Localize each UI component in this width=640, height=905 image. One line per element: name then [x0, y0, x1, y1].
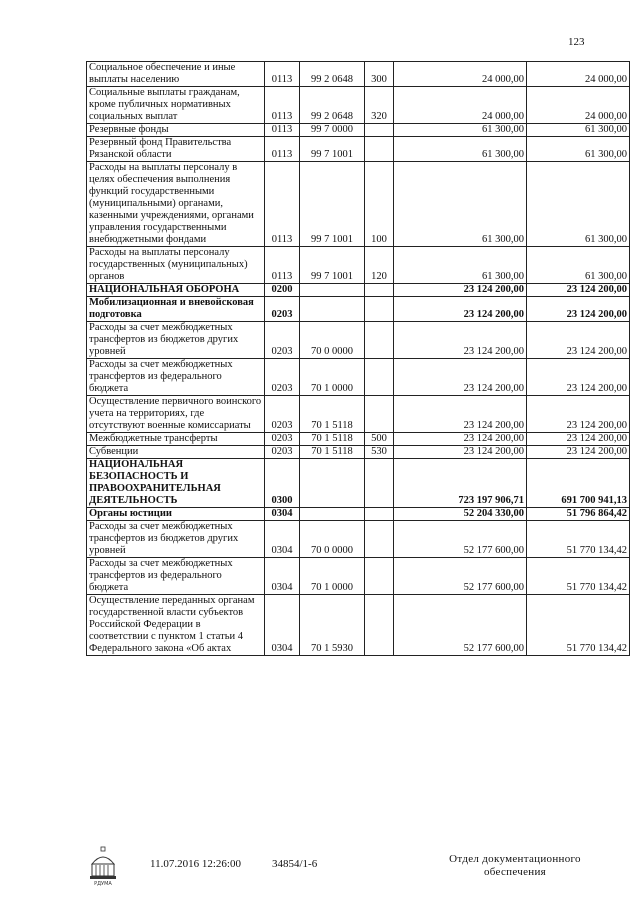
- row-section-code: 0304: [265, 508, 300, 521]
- row-section-code: 0200: [265, 284, 300, 297]
- table-row: [87, 595, 630, 656]
- row-section-code: 0113: [265, 87, 300, 124]
- row-section-code: 0203: [265, 396, 300, 433]
- row-amount-1: 52 204 330,00: [394, 508, 527, 521]
- row-amount-2: 24 000,00: [527, 62, 630, 87]
- row-amount-2: 23 124 200,00: [527, 396, 630, 433]
- row-target-article: 70 1 0000: [300, 558, 365, 595]
- row-amount-2: 23 124 200,00: [527, 284, 630, 297]
- row-amount-1: 23 124 200,00: [394, 359, 527, 396]
- row-expense-type: [365, 595, 394, 656]
- row-target-article: 70 1 5118: [300, 446, 365, 459]
- row-section-code: 0304: [265, 558, 300, 595]
- footer-department: Отдел документационного обеспечения: [449, 853, 581, 878]
- row-amount-1: 23 124 200,00: [394, 297, 527, 322]
- row-amount-1: 52 177 600,00: [394, 595, 527, 656]
- row-expense-type: 320: [365, 87, 394, 124]
- row-amount-2: 61 300,00: [527, 162, 630, 247]
- row-name: Резервный фонд Правительства Рязанской области: [87, 137, 265, 162]
- row-name: Межбюджетные трансферты: [87, 433, 265, 446]
- row-expense-type: [365, 558, 394, 595]
- row-amount-2: 23 124 200,00: [527, 297, 630, 322]
- row-amount-1: 61 300,00: [394, 124, 527, 137]
- table-row: [87, 558, 630, 595]
- row-expense-type: [365, 284, 394, 297]
- row-name: Резервные фонды: [87, 124, 265, 137]
- row-target-article: 99 7 1001: [300, 162, 365, 247]
- row-amount-2: 691 700 941,13: [527, 459, 630, 508]
- row-amount-1: 23 124 200,00: [394, 322, 527, 359]
- row-section-code: 0304: [265, 521, 300, 558]
- table-row: [87, 359, 630, 396]
- row-section-code: 0304: [265, 595, 300, 656]
- table-row: [87, 433, 630, 446]
- row-name: Расходы за счет межбюджетных трансфертов из бюджетов других уровней: [87, 521, 265, 558]
- row-section-code: 0113: [265, 247, 300, 284]
- row-expense-type: [365, 137, 394, 162]
- row-target-article: 99 2 0648: [300, 62, 365, 87]
- row-amount-2: 51 770 134,42: [527, 595, 630, 656]
- row-name: Социальное обеспечение и иные выплаты населению: [87, 62, 265, 87]
- row-amount-1: 61 300,00: [394, 247, 527, 284]
- row-name: НАЦИОНАЛЬНАЯ ОБОРОНА: [87, 284, 265, 297]
- row-name: Органы юстиции: [87, 508, 265, 521]
- table-body: [87, 62, 630, 656]
- budget-table: [86, 61, 630, 656]
- row-target-article: 70 0 0000: [300, 521, 365, 558]
- row-name: Субвенции: [87, 446, 265, 459]
- row-target-article: 70 1 5118: [300, 433, 365, 446]
- table-row: [87, 508, 630, 521]
- row-amount-2: 23 124 200,00: [527, 446, 630, 459]
- table-row: [87, 521, 630, 558]
- row-expense-type: 120: [365, 247, 394, 284]
- table-row: [87, 124, 630, 137]
- row-target-article: [300, 284, 365, 297]
- row-expense-type: [365, 396, 394, 433]
- row-name: Расходы за счет межбюджетных трансфертов из федерального бюджета: [87, 558, 265, 595]
- row-target-article: 70 1 0000: [300, 359, 365, 396]
- table-row: [87, 297, 630, 322]
- row-amount-2: 24 000,00: [527, 87, 630, 124]
- row-section-code: 0113: [265, 124, 300, 137]
- row-name: Осуществление переданных органам государственной власти субъектов Российской Федерации в соответствии с пунктом 1 статьи 4 Федерального закона «Об актах: [87, 595, 265, 656]
- row-target-article: 99 2 0648: [300, 87, 365, 124]
- row-expense-type: [365, 521, 394, 558]
- row-target-article: 70 1 5118: [300, 396, 365, 433]
- page-number: 123: [568, 36, 585, 48]
- row-section-code: 0203: [265, 446, 300, 459]
- row-name: Мобилизационная и вневойсковая подготовка: [87, 297, 265, 322]
- table-row: [87, 322, 630, 359]
- row-amount-1: 23 124 200,00: [394, 284, 527, 297]
- row-name: Расходы за счет межбюджетных трансфертов из федерального бюджета: [87, 359, 265, 396]
- row-amount-2: 61 300,00: [527, 247, 630, 284]
- table-row: [87, 459, 630, 508]
- row-expense-type: [365, 459, 394, 508]
- footer-datetime: 11.07.2016 12:26:00: [150, 858, 241, 870]
- row-expense-type: [365, 124, 394, 137]
- row-target-article: [300, 297, 365, 322]
- row-expense-type: 530: [365, 446, 394, 459]
- row-amount-2: 51 770 134,42: [527, 521, 630, 558]
- table-row: [87, 87, 630, 124]
- row-target-article: 99 7 0000: [300, 124, 365, 137]
- row-amount-1: 52 177 600,00: [394, 558, 527, 595]
- row-target-article: 70 0 0000: [300, 322, 365, 359]
- row-amount-2: 61 300,00: [527, 137, 630, 162]
- row-expense-type: 500: [365, 433, 394, 446]
- row-target-article: 70 1 5930: [300, 595, 365, 656]
- duma-logo-icon: [88, 846, 118, 886]
- row-section-code: 0113: [265, 162, 300, 247]
- row-target-article: 99 7 1001: [300, 137, 365, 162]
- row-amount-2: 61 300,00: [527, 124, 630, 137]
- table-row: [87, 247, 630, 284]
- row-amount-1: 24 000,00: [394, 62, 527, 87]
- row-amount-1: 52 177 600,00: [394, 521, 527, 558]
- row-expense-type: 300: [365, 62, 394, 87]
- row-expense-type: 100: [365, 162, 394, 247]
- table-row: [87, 62, 630, 87]
- row-amount-2: 51 796 864,42: [527, 508, 630, 521]
- row-expense-type: [365, 359, 394, 396]
- row-section-code: 0113: [265, 62, 300, 87]
- row-name: Расходы на выплаты персоналу в целях обеспечения выполнения функций государственными (муниципальными) органами, казенными учреждениями, органами управления государственными внебюджетными фондами: [87, 162, 265, 247]
- row-expense-type: [365, 508, 394, 521]
- row-section-code: 0300: [265, 459, 300, 508]
- row-amount-1: 23 124 200,00: [394, 433, 527, 446]
- table-row: [87, 284, 630, 297]
- row-section-code: 0203: [265, 297, 300, 322]
- row-name: Осуществление первичного воинского учета на территориях, где отсутствуют военные комиссариаты: [87, 396, 265, 433]
- row-amount-2: 51 770 134,42: [527, 558, 630, 595]
- row-name: Расходы на выплаты персоналу государственных (муниципальных) органов: [87, 247, 265, 284]
- row-amount-1: 23 124 200,00: [394, 446, 527, 459]
- row-expense-type: [365, 297, 394, 322]
- row-amount-1: 723 197 906,71: [394, 459, 527, 508]
- row-name: Социальные выплаты гражданам, кроме публичных нормативных социальных выплат: [87, 87, 265, 124]
- row-amount-2: 23 124 200,00: [527, 322, 630, 359]
- row-amount-2: 23 124 200,00: [527, 359, 630, 396]
- row-section-code: 0203: [265, 433, 300, 446]
- row-amount-1: 61 300,00: [394, 137, 527, 162]
- row-section-code: 0203: [265, 359, 300, 396]
- row-section-code: 0113: [265, 137, 300, 162]
- row-expense-type: [365, 322, 394, 359]
- row-amount-2: 23 124 200,00: [527, 433, 630, 446]
- row-amount-1: 23 124 200,00: [394, 396, 527, 433]
- row-amount-1: 61 300,00: [394, 162, 527, 247]
- row-target-article: 99 7 1001: [300, 247, 365, 284]
- footer-doc-code: 34854/1-6: [272, 858, 318, 870]
- table-row: [87, 396, 630, 433]
- svg-text:РДУМА: РДУМА: [94, 881, 112, 886]
- table-row: [87, 162, 630, 247]
- table-row: [87, 137, 630, 162]
- table-row: [87, 446, 630, 459]
- row-name: Расходы за счет межбюджетных трансфертов из бюджетов других уровней: [87, 322, 265, 359]
- row-target-article: [300, 508, 365, 521]
- row-name: НАЦИОНАЛЬНАЯ БЕЗОПАСНОСТЬ И ПРАВООХРАНИТЕЛЬНАЯ ДЕЯТЕЛЬНОСТЬ: [87, 459, 265, 508]
- row-section-code: 0203: [265, 322, 300, 359]
- row-target-article: [300, 459, 365, 508]
- row-amount-1: 24 000,00: [394, 87, 527, 124]
